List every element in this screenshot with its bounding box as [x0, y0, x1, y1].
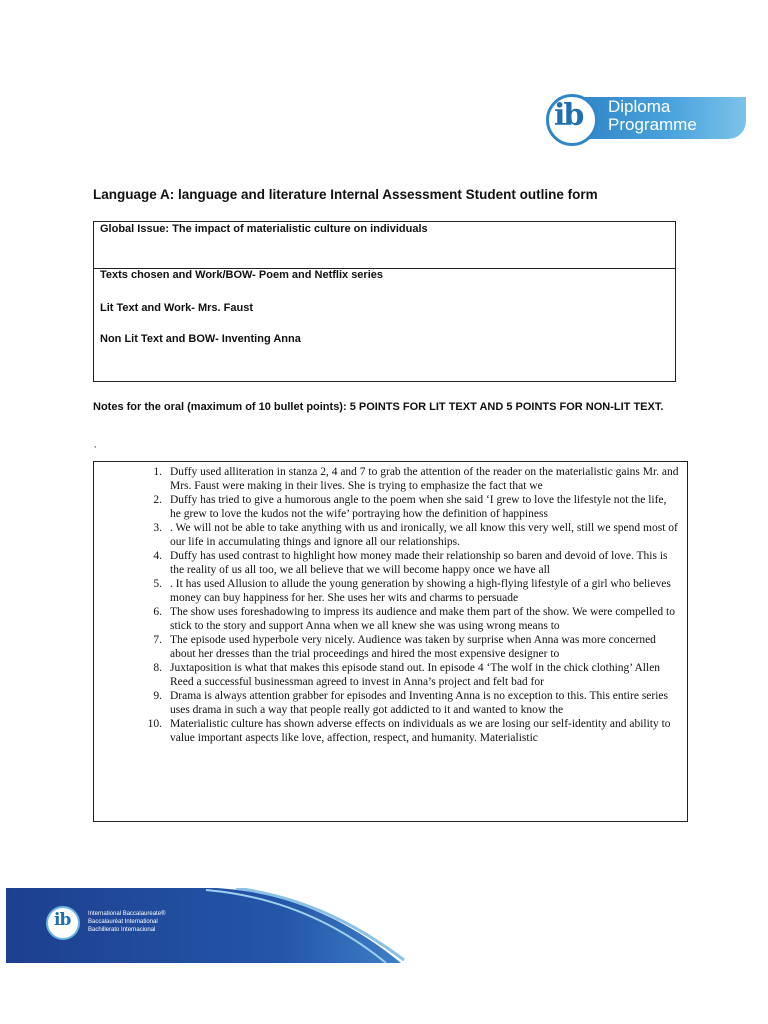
notes-box	[93, 461, 688, 822]
footer-line2: Baccalauréat International	[88, 919, 158, 925]
item-number: 1.	[153, 466, 162, 478]
logo-text	[608, 98, 697, 134]
item-text: Duffy used alliteration in stanza 2, 4 and 7 to grab the attention of the reader on the materialistic gains Mr. and Mrs. Faust were making in their lives. She is trying to emphasize the fact that we	[170, 466, 679, 492]
global-issue: Global Issue: The impact of materialistic culture on individuals	[100, 223, 428, 235]
ib-footer-banner	[6, 888, 406, 963]
item-text: Materialistic culture has shown adverse effects on individuals as we are losing our self-identity and ability to value important aspects like love, affection, respect, and humanity. Materialistic	[170, 718, 671, 744]
non-lit-text: Non Lit Text and BOW- Inventing Anna	[100, 333, 301, 345]
footer-line3: Bachillerato Internacional	[88, 927, 156, 933]
item-text: Drama is always attention grabber for episodes and Inventing Anna is no exception to this. This entire series uses drama in such a way that people really got addicted to it and wanted to know the	[170, 690, 668, 716]
logo-line1: Diploma	[608, 97, 671, 116]
form-title: Language A: language and literature Internal Assessment Student outline form	[93, 187, 598, 202]
item-number: 2.	[153, 494, 162, 506]
logo-mark: ib	[554, 98, 583, 133]
texts-chosen: Texts chosen and Work/BOW- Poem and Netflix series	[100, 269, 383, 281]
item-number: 4.	[153, 550, 162, 562]
item-number: 8.	[153, 662, 162, 674]
item-number: 10.	[147, 718, 162, 730]
item-text: The episode used hyperbole very nicely. Audience was taken by surprise when Anna was more concerned about her dresses than the trial proceedings and hired the most expensive designer to	[170, 634, 656, 660]
outline-table	[93, 221, 676, 382]
item-text: . It has used Allusion to allude the young generation by showing a high-flying lifestyle of a girl who believes money can buy happiness for her. She uses her wits and charms to persuade	[170, 578, 671, 604]
logo-line2: Programme	[608, 115, 697, 134]
notes-heading: Notes for the oral (maximum of 10 bullet points): 5 POINTS FOR LIT TEXT AND 5 POINTS FOR NON-LIT TEXT.	[93, 401, 664, 413]
footer-text	[88, 910, 165, 934]
item-text: The show uses foreshadowing to impress its audience and make them part of the show. We were compelled to stick to the story and support Anna when we all knew she was using wrong means to	[170, 606, 675, 632]
ib-diploma-logo	[540, 92, 746, 150]
item-text: Juxtaposition is what that makes this episode stand out. In episode 4 ‘The wolf in the chick clothing’ Allen Reed a successful businessman agreed to invest in Anna’s project and felt bad for	[170, 662, 661, 688]
footer-mark: ib	[54, 910, 71, 930]
footer-line1: International Baccalaureate®	[88, 911, 166, 917]
item-text: . We will not be able to take anything with us and ironically, we all know this very well, still we spend most of our life in accumulating things and ignore all our relationships.	[170, 522, 678, 548]
item-number: 7.	[153, 634, 162, 646]
item-text: Duffy has used contrast to highlight how money made their relationship so baren and devoid of love. This is the reality of us all too, we all believe that we will become happy once we have all	[170, 550, 668, 576]
lit-text: Lit Text and Work- Mrs. Faust	[100, 302, 253, 314]
stray-mark: ,	[94, 440, 97, 449]
item-number: 9.	[153, 690, 162, 702]
item-number: 6.	[153, 606, 162, 618]
item-number: 5.	[153, 578, 162, 590]
item-number: 3.	[153, 522, 162, 534]
item-text: Duffy has tried to give a humorous angle to the poem when she said ‘I grew to love the lifestyle not the life, he grew to love the kudos not the wife’ portraying how the definition of happiness	[170, 494, 667, 520]
